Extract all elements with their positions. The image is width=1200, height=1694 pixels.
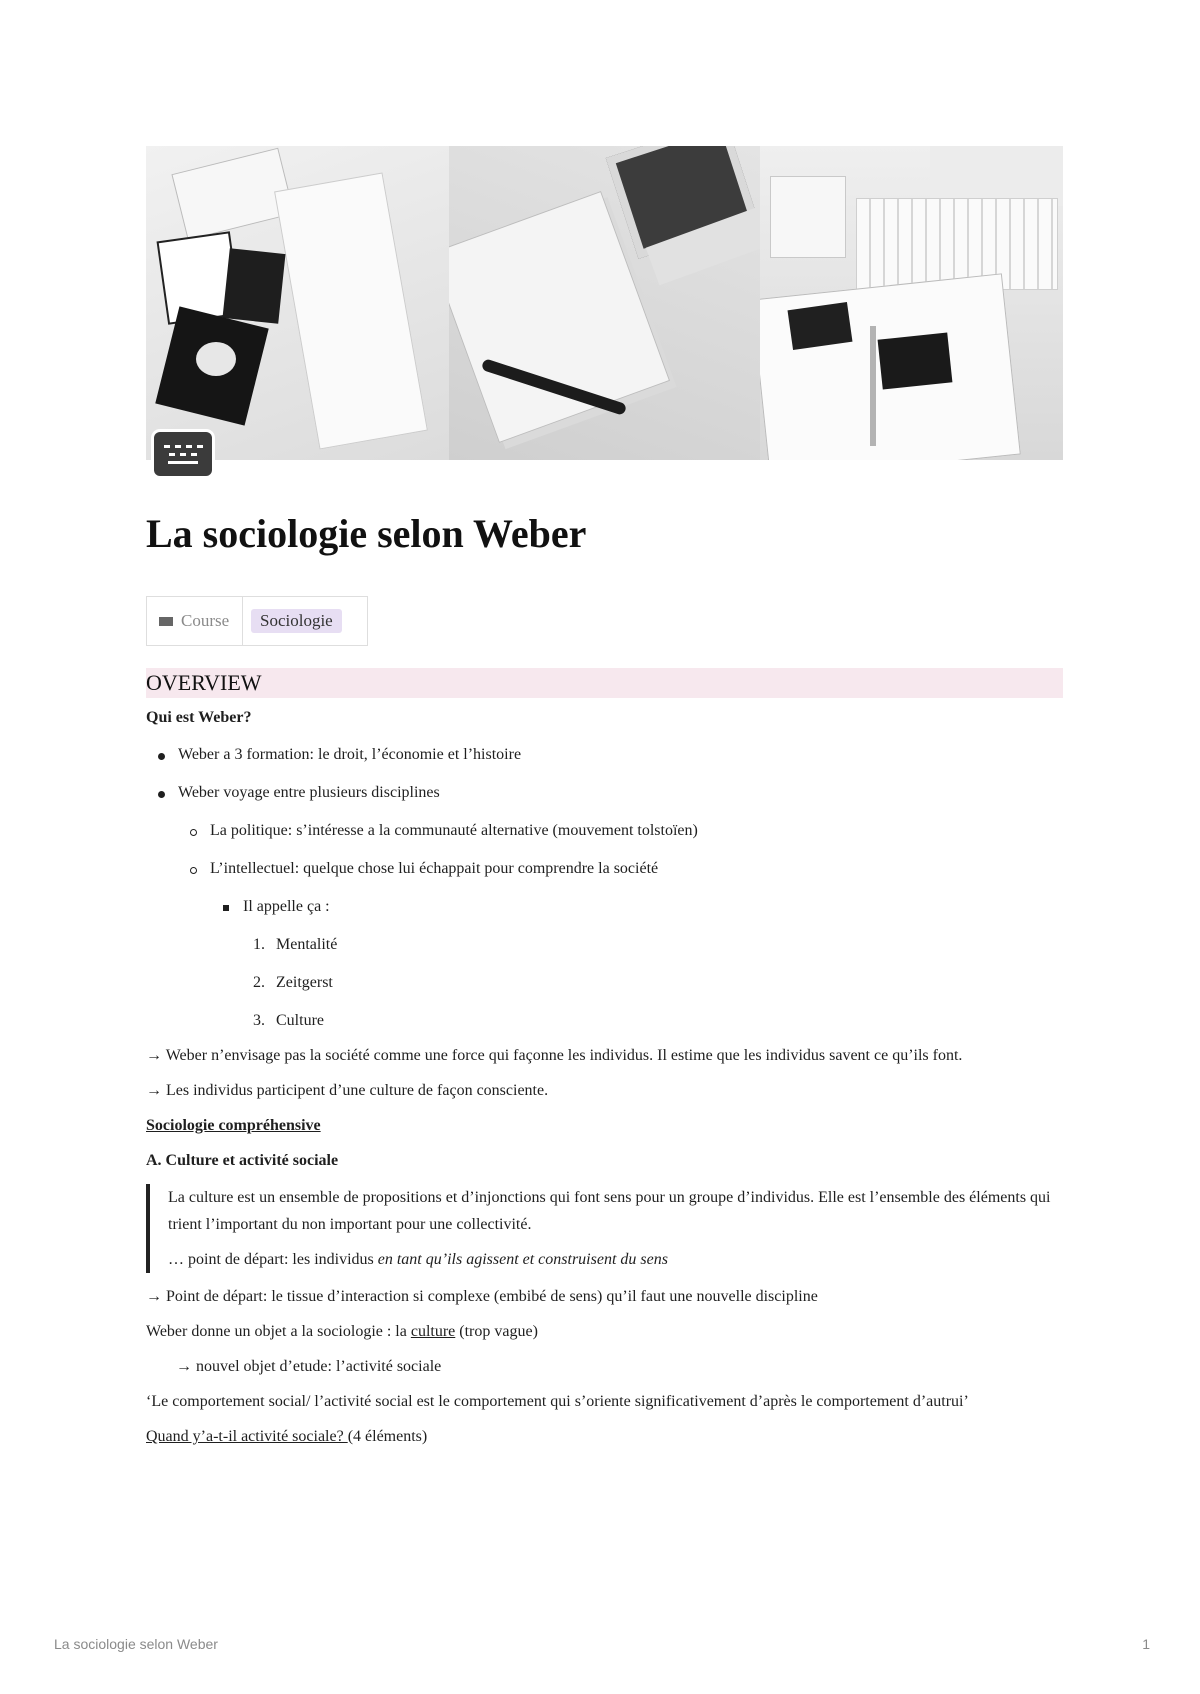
numbered-item <box>146 1007 1063 1034</box>
cover-photo-drawing-book <box>449 146 760 460</box>
quote-text-italic: en tant qu’ils agissent et construisent du sens <box>377 1251 668 1268</box>
paragraph-text: Weber donne un objet a la sociologie : la <box>146 1323 411 1340</box>
course-tag[interactable]: Sociologie <box>251 609 342 633</box>
paragraph <box>146 1318 1063 1345</box>
number-marker: 1. <box>253 936 265 953</box>
paragraph: → nouvel objet d’etude: l’activité sociale <box>176 1358 442 1375</box>
property-name-course <box>147 597 243 645</box>
paragraph: → Les individus participent d’une culture de façon consciente. <box>146 1082 549 1099</box>
numbered-text: Culture <box>276 1012 324 1029</box>
page-number: 1 <box>1142 1636 1150 1652</box>
list-item: La politique: s’intéresse a la communauté alternative (mouvement tolstoïen) <box>146 817 1063 844</box>
property-value-course[interactable] <box>243 597 367 645</box>
culture-link[interactable]: culture <box>410 1323 456 1340</box>
list-item: Weber a 3 formation: le droit, l’économie et l’histoire <box>146 741 1063 768</box>
paragraph-text: (trop vague) <box>455 1323 538 1340</box>
footer-title: La sociologie selon Weber <box>54 1636 218 1652</box>
quote-text: La culture est un ensemble de propositions et d’injonctions qui font sens pour un groupe d’individus. Elle est l’ensemble des éléments qui trient l’important du non important pour une collectivité. <box>168 1189 1051 1233</box>
activite-sociale-link[interactable]: Quand y’a-t-il activité sociale? <box>146 1428 348 1445</box>
number-marker: 3. <box>253 1012 265 1029</box>
page-title: La sociologie selon Weber <box>146 511 587 556</box>
page-content <box>146 668 1063 1450</box>
paragraph <box>146 1423 1063 1450</box>
subsection-heading: A. Culture et activité sociale <box>146 1152 339 1169</box>
list-item: Il appelle ça : <box>146 893 1063 920</box>
section-heading: Sociologie compréhensive <box>146 1117 321 1134</box>
overview-heading: OVERVIEW <box>146 668 1063 698</box>
who-heading: Qui est Weber? <box>146 709 252 726</box>
list-item: L’intellectuel: quelque chose lui échappait pour comprendre la société <box>146 855 1063 882</box>
blockquote <box>146 1184 1063 1273</box>
quote-text-start: … point de départ: les individus <box>168 1251 378 1268</box>
numbered-item <box>146 931 1063 958</box>
number-marker: 2. <box>253 974 265 991</box>
cover-photo-keyboard <box>760 146 1063 460</box>
paragraph: ‘Le comportement social/ l’activité social est le comportement qui s’oriente significativement d’après le comportement d’autrui’ <box>146 1393 969 1410</box>
cover-image <box>146 146 1063 460</box>
keyboard-icon <box>154 432 212 476</box>
paragraph: → Point de départ: le tissue d’interaction si complexe (embibé de sens) qu’il faut une nouvelle discipline <box>146 1288 818 1305</box>
numbered-text: Mentalité <box>276 936 338 953</box>
paragraph: → Weber n’envisage pas la société comme une force qui façonne les individus. Il estime que les individus savent ce qu’ils font. <box>146 1047 963 1064</box>
property-list-icon <box>159 617 173 626</box>
quote-text <box>168 1246 1063 1273</box>
paragraph-text: (4 éléments) <box>347 1428 428 1445</box>
property-label: Course <box>181 611 230 630</box>
numbered-text: Zeitgerst <box>276 974 333 991</box>
list-item: Weber voyage entre plusieurs disciplines <box>146 779 1063 806</box>
properties-table <box>146 596 368 646</box>
numbered-item <box>146 969 1063 996</box>
cover-photo-stationery <box>146 146 449 460</box>
